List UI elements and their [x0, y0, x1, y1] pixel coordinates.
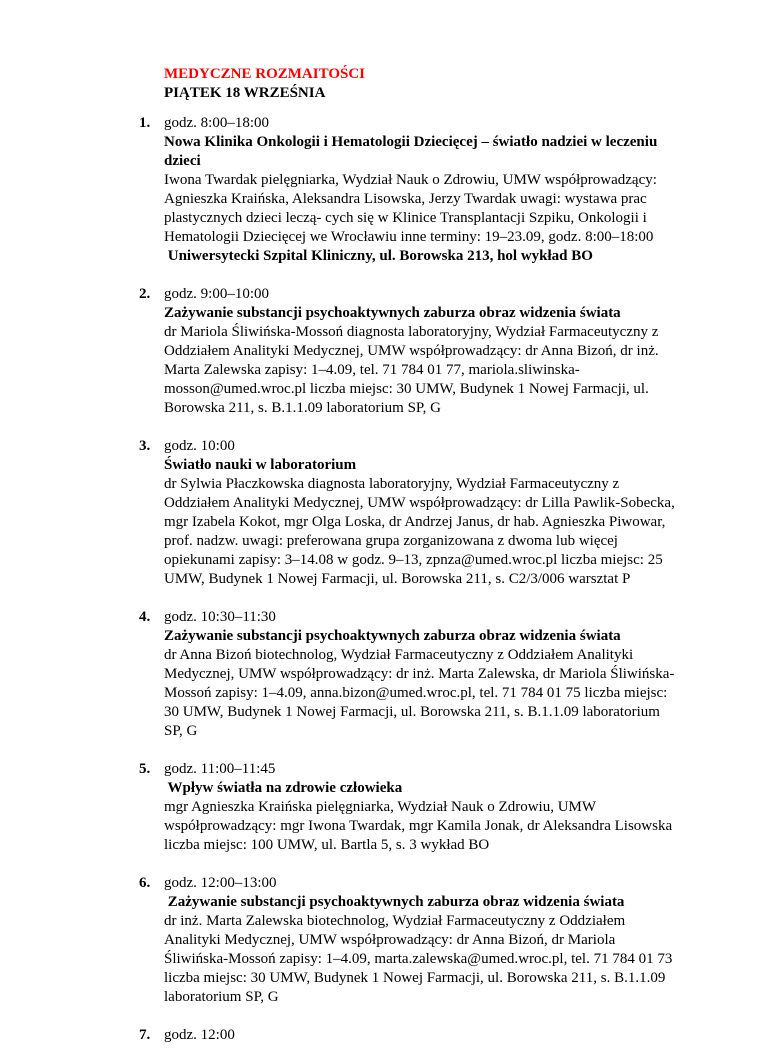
event-description: dr inż. Marta Zalewska biotechnolog, Wydział Farmaceutyczny z Oddziałem Analityki Medycznej, UMW współprowadzący: dr Anna Bizoń, dr Mariola Śliwińska-Mossoń zapisy: 1–4.09, marta.zalewska@umed.wroc.pl, tel. 71 784 01 73 liczba miejsc: 30 UMW, Budynek 1 Nowej Farmacji, ul. Borowska 211, s. B.1.1.09 laboratorium SP, G [164, 913, 673, 1005]
event-description: dr Mariola Śliwińska-Mossoń diagnosta laboratoryjny, Wydział Farmaceutyczny z Oddziałem Analityki Medycznej, UMW współprowadzący: dr Anna Bizoń, dr inż. Marta Zalewska zapisy: 1–4.09, tel. 71 784 01 77, mariola.sliwinska- mosson@umed.wroc.pl liczba miejsc: 30 UMW, Budynek 1 Nowej Farmacji, ul. Borowska 211, s. B.1.1.09 laboratorium SP, G [164, 324, 659, 416]
event-title: Wpływ światła na zdrowie człowieka [164, 780, 403, 796]
event-time: godz. 10:30–11:30 [164, 609, 276, 625]
event-title: Światło nauki w laboratorium [164, 457, 357, 473]
event-venue: Uniwersytecki Szpital Kliniczny, ul. Borowska 213, hol wykład BO [164, 248, 593, 264]
event-list [0, 114, 768, 1064]
event-item [0, 608, 768, 741]
page-date: PIĄTEK 18 WRZEŚNIA [164, 85, 326, 101]
event-title: Zażywanie substancji psychoaktywnych zaburza obraz widzenia świata [164, 628, 621, 644]
event-item [0, 760, 768, 855]
event-number: 3. [139, 438, 151, 454]
page-title: MEDYCZNE ROZMAITOŚCI [164, 66, 365, 82]
event-description: dr Anna Bizoń biotechnolog, Wydział Farmaceutyczny z Oddziałem Analityki Medycznej, UMW współprowadzący: dr inż. Marta Zalewska, dr Mariola Śliwińska- Mossoń zapisy: 1–4.09, anna.bizon@umed.wroc.pl, tel. 71 784 01 75 liczba miejsc: 30 UMW, Budynek 1 Nowej Farmacji, ul. Borowska 211, s. B.1.1.09 laboratorium SP, G [164, 647, 675, 739]
event-title: Zażywanie substancji psychoaktywnych zaburza obraz widzenia świata [164, 894, 625, 910]
event-number: 6. [139, 875, 151, 891]
event-number: 4. [139, 609, 151, 625]
event-item [0, 437, 768, 589]
event-number: 5. [139, 761, 151, 777]
event-description: mgr Agnieszka Kraińska pielęgniarka, Wydział Nauk o Zdrowiu, UMW współprowadzący: mgr Iwona Twardak, mgr Kamila Jonak, dr Aleksandra Lisowska liczba miejsc: 100 UMW, ul. Bartla 5, s. 3 wykład BO [164, 799, 673, 853]
event-time: godz. 12:00–13:00 [164, 875, 277, 891]
event-number: 7. [139, 1027, 151, 1043]
event-item [0, 1026, 768, 1045]
event-number: 2. [139, 286, 151, 302]
event-time: godz. 12:00 [164, 1027, 235, 1043]
event-number: 1. [139, 115, 151, 131]
event-item [0, 874, 768, 1007]
event-time: godz. 9:00–10:00 [164, 286, 269, 302]
event-time: godz. 8:00–18:00 [164, 115, 269, 131]
event-item [0, 285, 768, 418]
event-description: dr Sylwia Płaczkowska diagnosta laboratoryjny, Wydział Farmaceutyczny z Oddziałem Analityki Medycznej, UMW współprowadzący: dr Lilla Pawlik-Sobecka, mgr Izabela Kokot, mgr Olga Loska, dr Andrzej Janus, dr hab. Agnieszka Piwowar, prof. nadzw. uwagi: preferowana grupa zorganizowana z dwoma lub więcej opiekunami zapisy: 3–14.08 w godz. 9–13, zpnza@umed.wroc.pl liczba miejsc: 25 UMW, Budynek 1 Nowej Farmacji, ul. Borowska 211, s. C2/3/006 warsztat P [164, 476, 675, 587]
event-title: Nowa Klinika Onkologii i Hematologii Dziecięcej – światło nadziei w leczeniu dzieci [164, 134, 658, 169]
event-title: Zażywanie substancji psychoaktywnych zaburza obraz widzenia świata [164, 305, 621, 321]
document-header [164, 65, 365, 103]
event-time: godz. 10:00 [164, 438, 235, 454]
event-time: godz. 11:00–11:45 [164, 761, 276, 777]
event-description: Iwona Twardak pielęgniarka, Wydział Nauk o Zdrowiu, UMW współprowadzący: Agnieszka Kraińska, Aleksandra Lisowska, Jerzy Twardak uwagi: wystawa prac plastycznych dzieci leczą- cych się w Klinice Transplantacji Szpiku, Onkologii i Hematologii Dziecięcej we Wrocławiu inne terminy: 19–23.09, godz. 8:00–18:00 [164, 172, 657, 245]
event-item [0, 114, 768, 266]
